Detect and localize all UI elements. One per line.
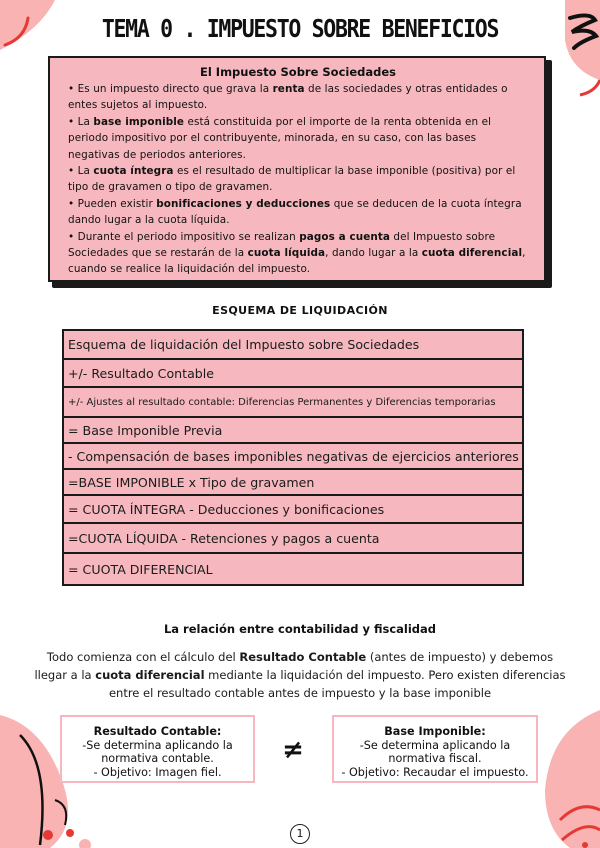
summary-bullet-text: es el resultado de multiplicar la base imponible (positiva) por el tipo de gravamen o tipo de gravamen.: [68, 165, 516, 194]
page-title: TEMA 0 . IMPUESTO SOBRE BENEFICIOS: [101, 14, 499, 43]
summary-bullet-bold: pagos a cuenta: [299, 230, 391, 243]
relation-text: (antes de impuesto) y debemos llegar a la: [34, 650, 554, 682]
summary-bullet-text: , cuando se realice la liquidación del impuesto.: [68, 247, 526, 276]
card-base-imponible: [332, 715, 538, 783]
card-imponible-title: Base Imponible:: [384, 725, 486, 738]
not-equal-symbol: ≠: [282, 735, 304, 765]
summary-bullet-bold: base imponible: [93, 115, 185, 128]
summary-bullet-text: que se deducen de la cuota íntegra dando lugar a la cuota líquida.: [68, 197, 522, 227]
card-resultado-contable: [60, 715, 255, 783]
summary-bullet-text: , dando lugar a la: [325, 247, 422, 260]
summary-title: El Impuesto Sobre Sociedades: [199, 65, 397, 79]
page-number: 1: [290, 824, 310, 844]
summary-bullet: [68, 81, 528, 114]
relation-paragraph: [30, 648, 570, 702]
card-imponible-line1: -Se determina aplicando la normativa fiscal.: [359, 738, 511, 765]
liquidation-scheme-table: [62, 329, 524, 586]
summary-bullet: [68, 163, 528, 196]
scheme-row: = Base Imponible Previa: [62, 416, 524, 444]
card-contable-line2: - Objetivo: Imagen fiel.: [93, 765, 222, 779]
scheme-row: = CUOTA ÍNTEGRA - Deducciones y bonificaciones: [62, 494, 524, 524]
scheme-row: = CUOTA DIFERENCIAL: [62, 552, 524, 586]
summary-bullet-text: • La: [68, 165, 94, 178]
summary-box: [48, 56, 546, 282]
card-imponible-line2: - Objetivo: Recaudar el impuesto.: [341, 765, 529, 779]
relation-bold: cuota diferencial: [95, 668, 205, 682]
scheme-row: +/- Resultado Contable: [62, 358, 524, 388]
summary-bullet-bold: cuota íntegra: [93, 165, 174, 178]
summary-bullet-text: • Pueden existir: [68, 197, 157, 210]
summary-bullet: [68, 229, 528, 278]
summary-bullet-text: • La: [68, 115, 94, 128]
summary-bullet-text: • Durante el periodo impositivo se realizan: [68, 230, 300, 243]
relation-bold: Resultado Contable: [239, 650, 367, 664]
summary-bullet-text: está constituida por el importe de la renta obtenida en el periodo impositivo por el contribuyente, minorada, en su caso, con las bases negativas de periodos anteriores.: [68, 115, 492, 161]
relation-text: mediante la liquidación del impuesto. Pero existen diferencias entre el resultado contable antes de impuesto y la base imponible: [108, 668, 566, 700]
summary-bullet-text: • Es un impuesto directo que grava la: [68, 83, 273, 95]
scheme-row: - Compensación de bases imponibles negativas de ejercicios anteriores: [62, 442, 524, 470]
summary-bullet: [68, 114, 528, 163]
summary-bullet-bold: bonificaciones y deducciones: [156, 197, 331, 210]
scheme-row: =BASE IMPONIBLE x Tipo de gravamen: [62, 468, 524, 496]
relation-text: Todo comienza con el cálculo del: [46, 650, 240, 664]
scheme-row: Esquema de liquidación del Impuesto sobre Sociedades: [62, 329, 524, 360]
card-contable-title: Resultado Contable:: [93, 725, 222, 738]
summary-bullet-bold: cuota líquida: [247, 247, 326, 260]
scheme-heading: ESQUEMA DE LIQUIDACIÓN: [212, 304, 388, 317]
summary-bullet-bold: renta: [272, 83, 305, 95]
relation-heading: La relación entre contabilidad y fiscalidad: [163, 622, 437, 636]
summary-bullet-text: del Impuesto sobre Sociedades que se restarán de la: [68, 230, 496, 260]
summary-bullet-bold: cuota diferencial: [421, 247, 523, 260]
summary-bullet: [68, 196, 528, 229]
scheme-row: +/- Ajustes al resultado contable: Diferencias Permanentes y Diferencias temporarias: [62, 386, 524, 418]
summary-bullet-text: de las sociedades y otras entidades o entes sujetos al impuesto.: [68, 83, 508, 112]
scheme-row: =CUOTA LÍQUIDA - Retenciones y pagos a cuenta: [62, 522, 524, 554]
summary-bullets: [68, 81, 528, 278]
card-contable-line1: -Se determina aplicando la normativa contable.: [82, 738, 233, 765]
